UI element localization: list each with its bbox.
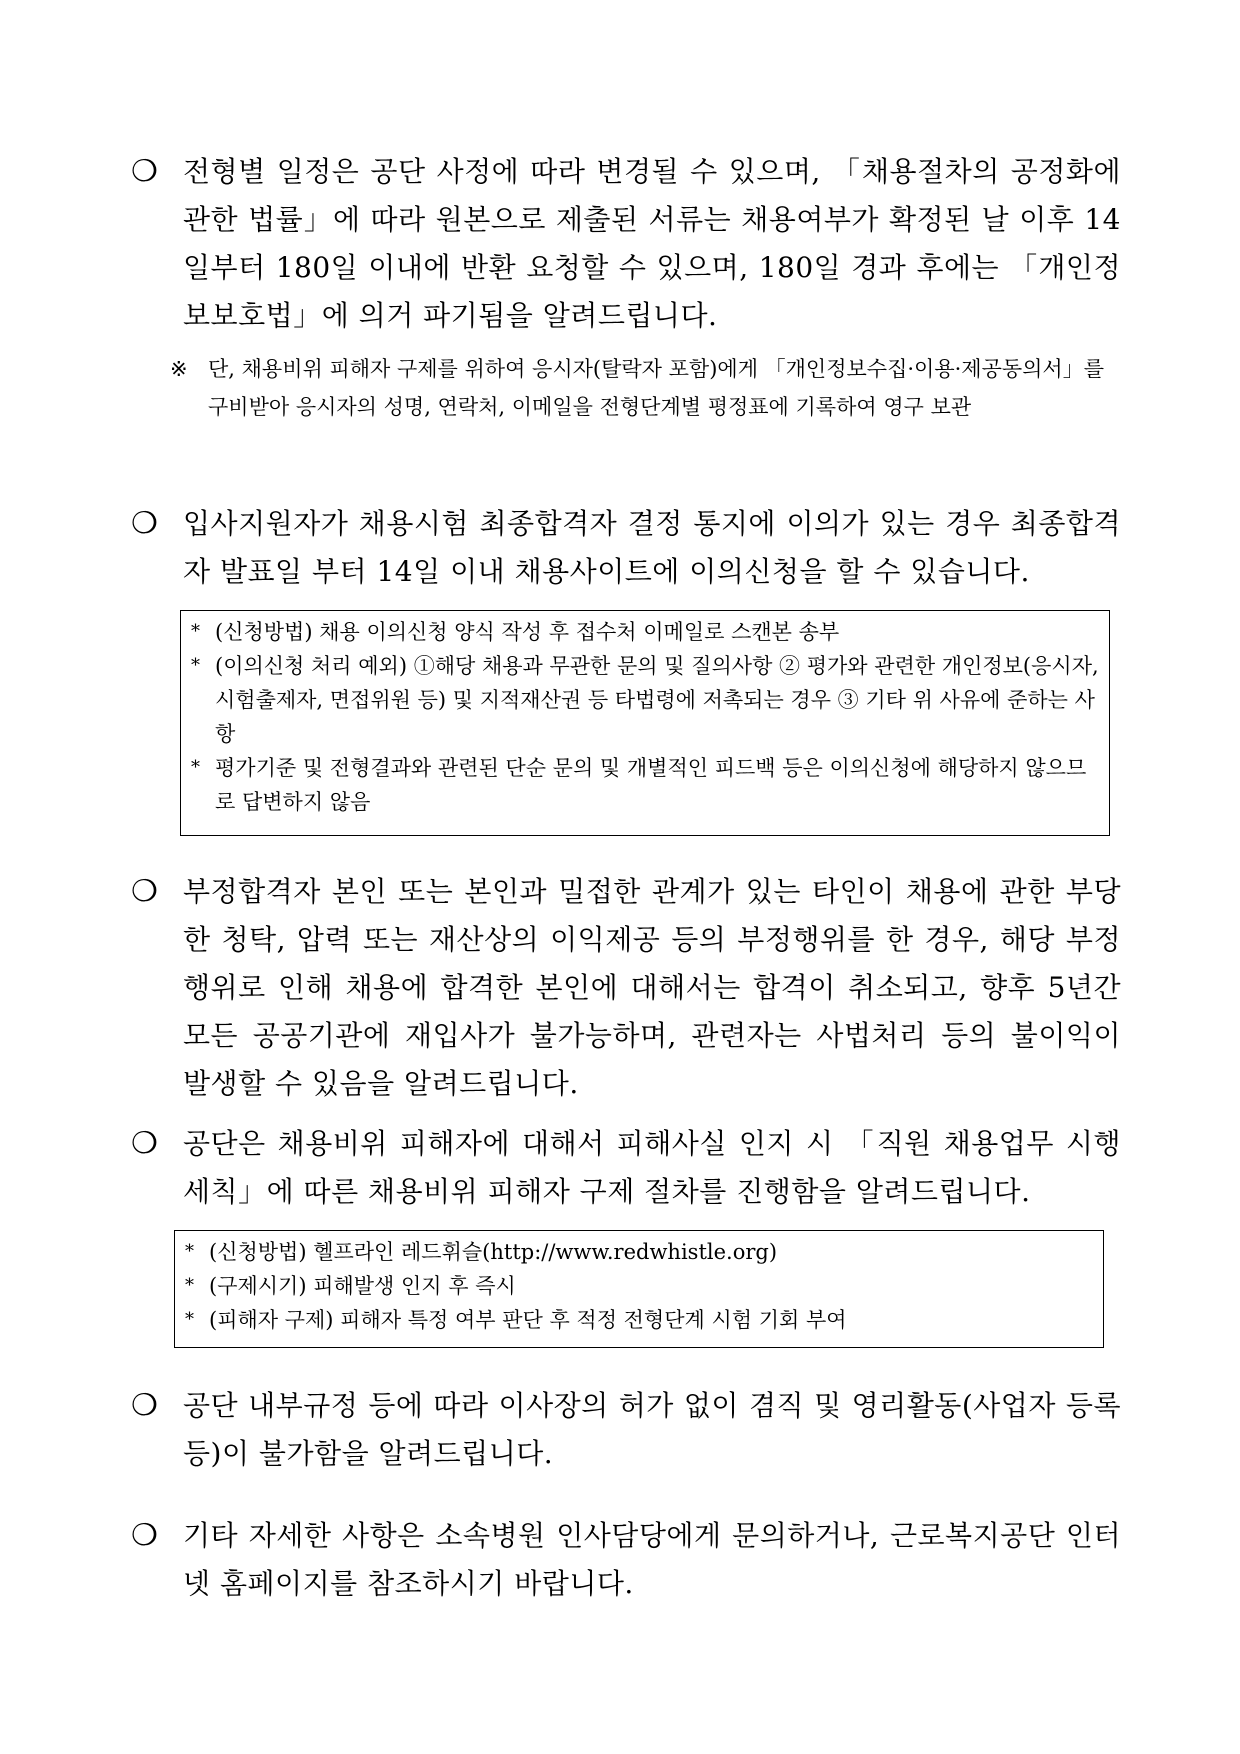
asterisk-icon: * xyxy=(191,655,200,676)
asterisk-icon: * xyxy=(191,757,200,778)
relief-info-box xyxy=(174,1230,1104,1348)
section-victim-relief xyxy=(131,1120,1121,1216)
note-text: 단, 채용비위 피해자 구제를 위하여 응시자(탈락자 포함)에게 「개인정보수집·이용·제공동의서」를 구비받아 응시자의 성명, 연락처, 이메일을 전형단계별 평정표에 기록하여 영구 보관 xyxy=(208,357,1105,419)
section-text: 부정합격자 본인 또는 본인과 밀접한 관계가 있는 타인이 채용에 관한 부당한 청탁, 압력 또는 재산상의 이익제공 등의 부정행위를 한 경우, 해당 부정행위로 인해 채용에 합격한 본인에 대해서는 합격이 취소되고, 향후 5년간 모든 공공기관에 재입사가 불가능하며, 관련자는 사법처리 등의 불이익이 발생할 수 있음을 알려드립니다. xyxy=(183,875,1121,1100)
section-objection xyxy=(131,500,1121,596)
bullet-circle-icon: ❍ xyxy=(131,506,158,541)
section-text: 공단 내부규정 등에 따라 이사장의 허가 없이 겸직 및 영리활동(사업자 등록 등)이 불가함을 알려드립니다. xyxy=(183,1389,1121,1470)
note-victim-info xyxy=(170,350,1120,426)
section-side-jobs xyxy=(131,1382,1121,1478)
bullet-circle-icon: ❍ xyxy=(131,1126,158,1161)
box-line: * (신청방법) 헬프라인 레드휘슬(http://www.redwhistle.org) xyxy=(185,1235,1093,1269)
section-text: 공단은 채용비위 피해자에 대해서 피해사실 인지 시 「직원 채용업무 시행세칙」에 따른 채용비위 피해자 구제 절차를 진행함을 알려드립니다. xyxy=(183,1127,1121,1208)
box-line: * (신청방법) 채용 이의신청 양식 작성 후 접수처 이메일로 스캔본 송부 xyxy=(191,615,1099,649)
section-fraud xyxy=(131,868,1121,1108)
box-line: * (이의신청 처리 예외) ①해당 채용과 무관한 문의 및 질의사항 ② 평가와 관련한 개인정보(응시자, 시험출제자, 면접위원 등) 및 지적재산권 등 타법령에 저촉되는 경우 ③ 기타 위 사유에 준하는 사항 xyxy=(191,649,1099,751)
box-line: * (구제시기) 피해발생 인지 후 즉시 xyxy=(185,1269,1093,1303)
bullet-circle-icon: ❍ xyxy=(131,874,158,909)
section-text: 기타 자세한 사항은 소속병원 인사담당에게 문의하거나, 근로복지공단 인터넷 홈페이지를 참조하시기 바랍니다. xyxy=(183,1519,1121,1600)
asterisk-icon: * xyxy=(185,1309,194,1330)
bullet-circle-icon: ❍ xyxy=(131,1388,158,1423)
box-line: * 평가기준 및 전형결과와 관련된 단순 문의 및 개별적인 피드백 등은 이의신청에 해당하지 않으므로 답변하지 않음 xyxy=(191,751,1099,819)
section-schedule xyxy=(131,148,1121,340)
section-text: 입사지원자가 채용시험 최종합격자 결정 통지에 이의가 있는 경우 최종합격자 발표일 부터 14일 이내 채용사이트에 이의신청을 할 수 있습니다. xyxy=(183,507,1121,588)
asterisk-icon: * xyxy=(185,1241,194,1262)
bullet-circle-icon: ❍ xyxy=(131,1518,158,1553)
box-line: * (피해자 구제) 피해자 특정 여부 판단 후 적정 전형단계 시험 기회 부여 xyxy=(185,1303,1093,1337)
asterisk-icon: * xyxy=(185,1275,194,1296)
reference-mark: ※ xyxy=(170,357,188,381)
asterisk-icon: * xyxy=(191,621,200,642)
objection-info-box xyxy=(180,610,1110,836)
bullet-circle-icon: ❍ xyxy=(131,154,158,189)
section-text: 전형별 일정은 공단 사정에 따라 변경될 수 있으며, 「채용절차의 공정화에 관한 법률」에 따라 원본으로 제출된 서류는 채용여부가 확정된 날 이후 14일부터 180일 이내에 반환 요청할 수 있으며, 180일 경과 후에는 「개인정보보호법」에 의거 파기됨을 알려드립니다. xyxy=(183,155,1121,332)
section-contact xyxy=(131,1512,1121,1608)
